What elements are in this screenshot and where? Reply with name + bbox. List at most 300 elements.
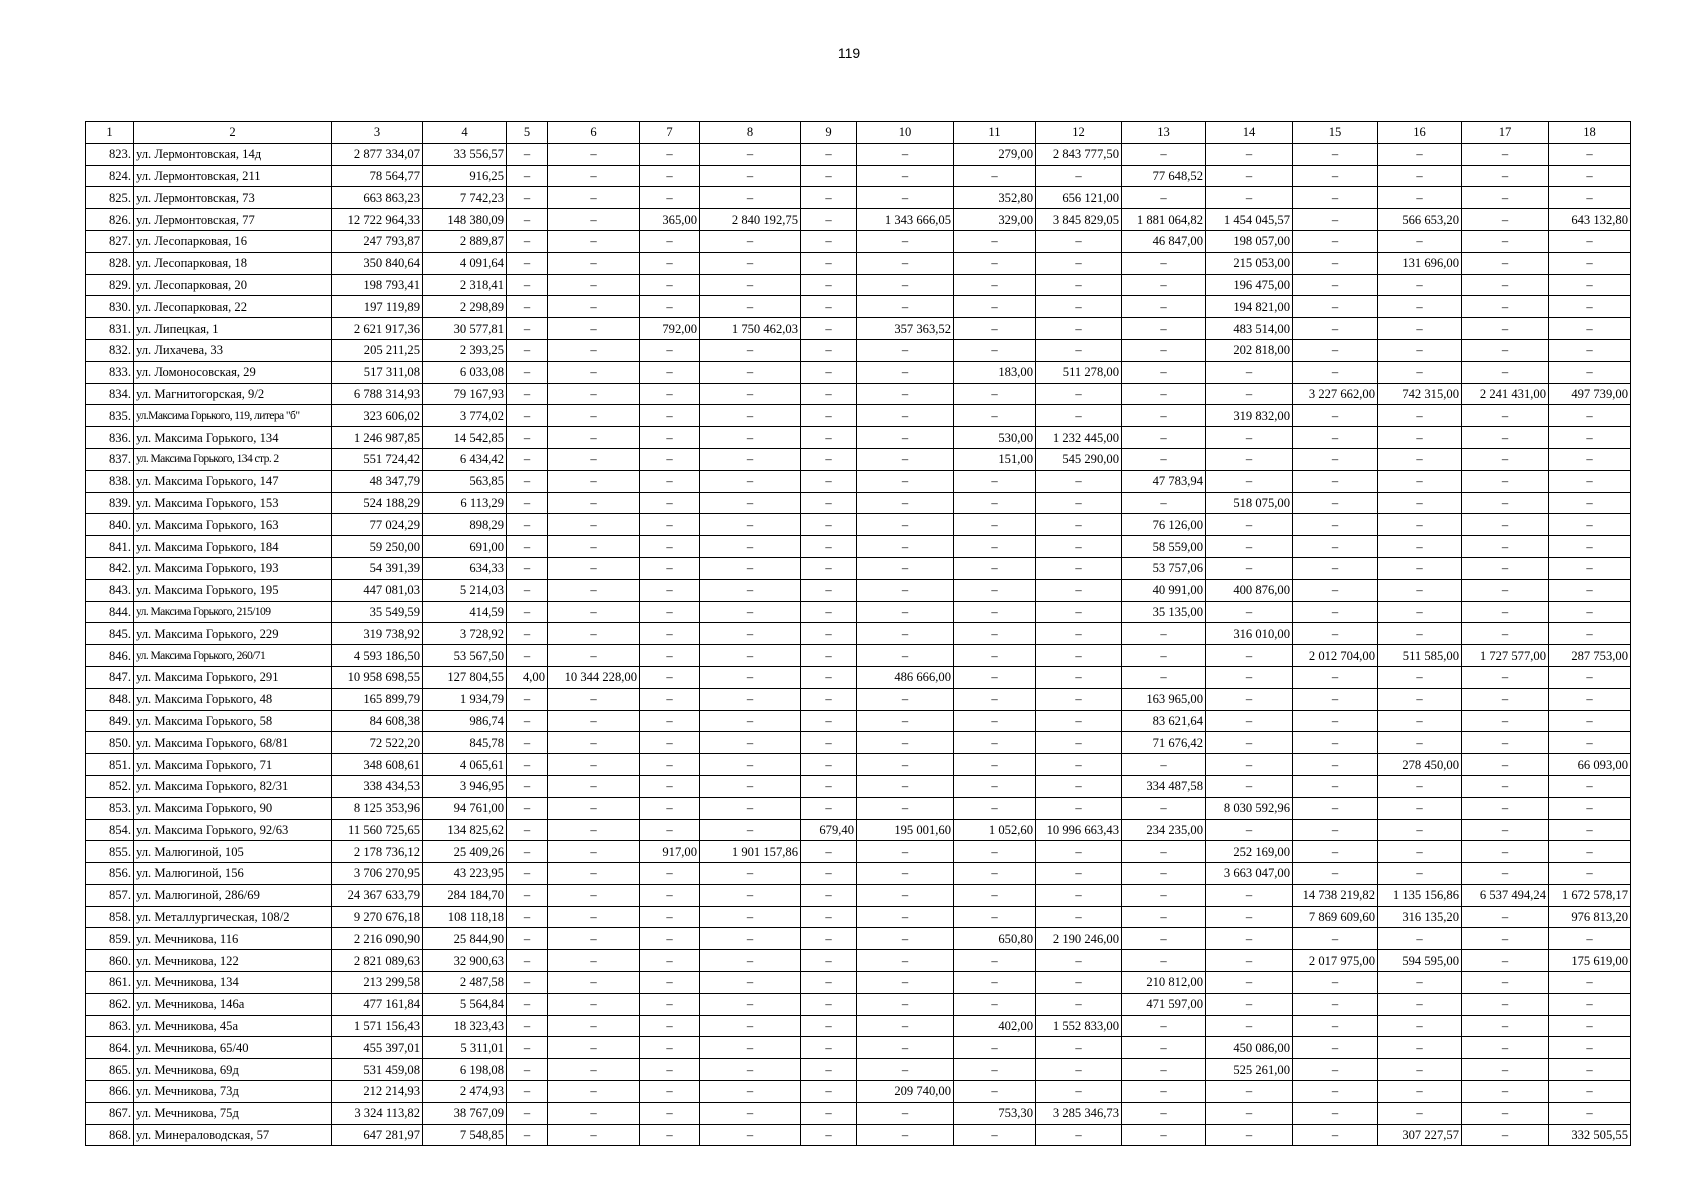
value-cell: – bbox=[1549, 993, 1631, 1015]
value-cell: – bbox=[507, 579, 548, 601]
value-cell: – bbox=[700, 645, 801, 667]
value-cell: – bbox=[640, 274, 700, 296]
value-cell: 287 753,00 bbox=[1549, 645, 1631, 667]
value-cell: – bbox=[1293, 819, 1378, 841]
value-cell: 450 086,00 bbox=[1206, 1037, 1293, 1059]
column-header-13: 13 bbox=[1122, 122, 1206, 144]
value-cell: 4 091,64 bbox=[423, 252, 507, 274]
value-cell: 566 653,20 bbox=[1378, 209, 1462, 231]
value-cell: 350 840,64 bbox=[332, 252, 423, 274]
value-cell: – bbox=[857, 448, 954, 470]
value-cell: – bbox=[1549, 557, 1631, 579]
value-cell: – bbox=[1206, 710, 1293, 732]
value-cell: – bbox=[801, 470, 857, 492]
value-cell: – bbox=[954, 645, 1036, 667]
value-cell: – bbox=[1122, 318, 1206, 340]
value-cell: – bbox=[1206, 666, 1293, 688]
value-cell: – bbox=[507, 993, 548, 1015]
value-cell: – bbox=[507, 143, 548, 165]
value-cell: – bbox=[1206, 688, 1293, 710]
value-cell: – bbox=[507, 928, 548, 950]
value-cell: – bbox=[640, 775, 700, 797]
value-cell: – bbox=[1206, 819, 1293, 841]
address-cell: ул. Мечникова, 45а bbox=[134, 1015, 332, 1037]
value-cell: 4,00 bbox=[507, 666, 548, 688]
value-cell: – bbox=[1206, 884, 1293, 906]
value-cell: – bbox=[640, 863, 700, 885]
value-cell: – bbox=[640, 514, 700, 536]
table-row bbox=[86, 972, 1631, 994]
value-cell: – bbox=[1206, 448, 1293, 470]
value-cell: – bbox=[548, 797, 640, 819]
value-cell: – bbox=[801, 688, 857, 710]
value-cell: – bbox=[954, 601, 1036, 623]
value-cell: 35 135,00 bbox=[1122, 601, 1206, 623]
value-cell: 1 232 445,00 bbox=[1036, 427, 1122, 449]
value-cell: – bbox=[954, 339, 1036, 361]
value-cell: – bbox=[801, 579, 857, 601]
value-cell: – bbox=[1462, 928, 1549, 950]
column-header-5: 5 bbox=[507, 122, 548, 144]
value-cell: 447 081,03 bbox=[332, 579, 423, 601]
value-cell: – bbox=[700, 383, 801, 405]
value-cell: – bbox=[1036, 950, 1122, 972]
value-cell: – bbox=[1036, 252, 1122, 274]
value-cell: – bbox=[1462, 143, 1549, 165]
value-cell: 3 285 346,73 bbox=[1036, 1102, 1122, 1124]
value-cell: – bbox=[507, 1015, 548, 1037]
value-cell: 455 397,01 bbox=[332, 1037, 423, 1059]
value-cell: 279,00 bbox=[954, 143, 1036, 165]
value-cell: – bbox=[548, 710, 640, 732]
value-cell: – bbox=[857, 884, 954, 906]
value-cell: 1 901 157,86 bbox=[700, 841, 801, 863]
value-cell: 679,40 bbox=[801, 819, 857, 841]
value-cell: – bbox=[801, 165, 857, 187]
value-cell: – bbox=[640, 492, 700, 514]
value-cell: – bbox=[507, 797, 548, 819]
value-cell: – bbox=[1293, 688, 1378, 710]
value-cell: – bbox=[1122, 863, 1206, 885]
value-cell: 10 996 663,43 bbox=[1036, 819, 1122, 841]
address-cell: ул. Максима Горького, 163 bbox=[134, 514, 332, 536]
value-cell: – bbox=[857, 1124, 954, 1146]
value-cell: – bbox=[640, 470, 700, 492]
value-cell: 12 722 964,33 bbox=[332, 209, 423, 231]
value-cell: – bbox=[640, 1081, 700, 1103]
value-cell: 1 135 156,86 bbox=[1378, 884, 1462, 906]
row-number: 831. bbox=[86, 318, 134, 340]
value-cell: – bbox=[1549, 732, 1631, 754]
value-cell: – bbox=[857, 775, 954, 797]
value-cell: 400 876,00 bbox=[1206, 579, 1293, 601]
value-cell: – bbox=[1293, 993, 1378, 1015]
value-cell: – bbox=[640, 884, 700, 906]
value-cell: – bbox=[801, 448, 857, 470]
value-cell: – bbox=[1462, 623, 1549, 645]
value-cell: – bbox=[1462, 492, 1549, 514]
value-cell: – bbox=[548, 1037, 640, 1059]
value-cell: 517 311,08 bbox=[332, 361, 423, 383]
value-cell: – bbox=[1293, 296, 1378, 318]
value-cell: – bbox=[1378, 318, 1462, 340]
value-cell: – bbox=[548, 928, 640, 950]
value-cell: – bbox=[640, 972, 700, 994]
value-cell: – bbox=[548, 732, 640, 754]
address-cell: ул. Мечникова, 73д bbox=[134, 1081, 332, 1103]
value-cell: 94 761,00 bbox=[423, 797, 507, 819]
value-cell: – bbox=[1378, 296, 1462, 318]
table-row bbox=[86, 187, 1631, 209]
value-cell: – bbox=[857, 710, 954, 732]
value-cell: – bbox=[801, 754, 857, 776]
value-cell: 54 391,39 bbox=[332, 557, 423, 579]
value-cell: 329,00 bbox=[954, 209, 1036, 231]
column-header-8: 8 bbox=[700, 122, 801, 144]
value-cell: – bbox=[548, 972, 640, 994]
value-cell: – bbox=[857, 230, 954, 252]
value-cell: – bbox=[801, 1059, 857, 1081]
value-cell: – bbox=[700, 274, 801, 296]
table-row bbox=[86, 1037, 1631, 1059]
value-cell: – bbox=[548, 601, 640, 623]
value-cell: – bbox=[640, 754, 700, 776]
value-cell: – bbox=[1549, 863, 1631, 885]
value-cell: – bbox=[1293, 754, 1378, 776]
value-cell: 792,00 bbox=[640, 318, 700, 340]
value-cell: – bbox=[1206, 645, 1293, 667]
value-cell: 545 290,00 bbox=[1036, 448, 1122, 470]
value-cell: – bbox=[1378, 928, 1462, 950]
value-cell: – bbox=[640, 1015, 700, 1037]
value-cell: – bbox=[1293, 1124, 1378, 1146]
value-cell: – bbox=[700, 448, 801, 470]
value-cell: 209 740,00 bbox=[857, 1081, 954, 1103]
value-cell: – bbox=[954, 1124, 1036, 1146]
value-cell: – bbox=[1462, 710, 1549, 732]
value-cell: – bbox=[1206, 950, 1293, 972]
value-cell: – bbox=[1036, 318, 1122, 340]
value-cell: – bbox=[954, 274, 1036, 296]
value-cell: – bbox=[507, 165, 548, 187]
value-cell: – bbox=[548, 754, 640, 776]
value-cell: – bbox=[548, 383, 640, 405]
row-number: 857. bbox=[86, 884, 134, 906]
column-header-6: 6 bbox=[548, 122, 640, 144]
value-cell: 252 169,00 bbox=[1206, 841, 1293, 863]
value-cell: – bbox=[507, 1124, 548, 1146]
value-cell: – bbox=[640, 710, 700, 732]
value-cell: – bbox=[954, 688, 1036, 710]
table-row bbox=[86, 928, 1631, 950]
value-cell: – bbox=[1378, 732, 1462, 754]
value-cell: – bbox=[801, 863, 857, 885]
table-row bbox=[86, 797, 1631, 819]
value-cell: – bbox=[1462, 993, 1549, 1015]
value-cell: – bbox=[1293, 1037, 1378, 1059]
value-cell: – bbox=[548, 536, 640, 558]
value-cell: – bbox=[1549, 775, 1631, 797]
value-cell: – bbox=[1122, 274, 1206, 296]
value-cell: 1 246 987,85 bbox=[332, 427, 423, 449]
value-cell: – bbox=[548, 318, 640, 340]
value-cell: – bbox=[640, 906, 700, 928]
value-cell: 483 514,00 bbox=[1206, 318, 1293, 340]
row-number: 863. bbox=[86, 1015, 134, 1037]
value-cell: – bbox=[801, 797, 857, 819]
value-cell: – bbox=[1036, 579, 1122, 601]
value-cell: 2 821 089,63 bbox=[332, 950, 423, 972]
value-cell: – bbox=[857, 688, 954, 710]
value-cell: 307 227,57 bbox=[1378, 1124, 1462, 1146]
row-number: 826. bbox=[86, 209, 134, 231]
value-cell: 402,00 bbox=[954, 1015, 1036, 1037]
value-cell: – bbox=[1462, 339, 1549, 361]
value-cell: 134 825,62 bbox=[423, 819, 507, 841]
table-row bbox=[86, 732, 1631, 754]
value-cell: – bbox=[548, 623, 640, 645]
value-cell: – bbox=[801, 884, 857, 906]
value-cell: – bbox=[507, 361, 548, 383]
table-row bbox=[86, 536, 1631, 558]
value-cell: 634,33 bbox=[423, 557, 507, 579]
value-cell: – bbox=[1036, 383, 1122, 405]
value-cell: – bbox=[857, 623, 954, 645]
row-number: 862. bbox=[86, 993, 134, 1015]
value-cell: 986,74 bbox=[423, 710, 507, 732]
value-cell: 365,00 bbox=[640, 209, 700, 231]
value-cell: – bbox=[700, 972, 801, 994]
value-cell: – bbox=[1462, 863, 1549, 885]
value-cell: 247 793,87 bbox=[332, 230, 423, 252]
value-cell: 46 847,00 bbox=[1122, 230, 1206, 252]
table-row bbox=[86, 1059, 1631, 1081]
value-cell: 357 363,52 bbox=[857, 318, 954, 340]
value-cell: – bbox=[1206, 1102, 1293, 1124]
value-cell: – bbox=[1293, 209, 1378, 231]
value-cell: – bbox=[1122, 1015, 1206, 1037]
value-cell: – bbox=[507, 339, 548, 361]
value-cell: – bbox=[1549, 819, 1631, 841]
value-cell: – bbox=[1462, 579, 1549, 601]
value-cell: 3 728,92 bbox=[423, 623, 507, 645]
value-cell: – bbox=[548, 906, 640, 928]
value-cell: – bbox=[1206, 928, 1293, 950]
value-cell: – bbox=[1462, 1124, 1549, 1146]
value-cell: 643 132,80 bbox=[1549, 209, 1631, 231]
value-cell: – bbox=[857, 536, 954, 558]
row-number: 861. bbox=[86, 972, 134, 994]
table-row bbox=[86, 274, 1631, 296]
value-cell: – bbox=[857, 383, 954, 405]
value-cell: 916,25 bbox=[423, 165, 507, 187]
address-cell: ул. Малюгиной, 105 bbox=[134, 841, 332, 863]
table-row bbox=[86, 557, 1631, 579]
table-row bbox=[86, 209, 1631, 231]
header-row bbox=[86, 122, 1631, 144]
value-cell: – bbox=[1378, 797, 1462, 819]
value-cell: – bbox=[548, 884, 640, 906]
value-cell: – bbox=[1378, 1015, 1462, 1037]
value-cell: 25 844,90 bbox=[423, 928, 507, 950]
value-cell: – bbox=[801, 143, 857, 165]
value-cell: – bbox=[548, 165, 640, 187]
value-cell: – bbox=[1206, 972, 1293, 994]
value-cell: – bbox=[1462, 972, 1549, 994]
value-cell: – bbox=[1293, 492, 1378, 514]
value-cell: 78 564,77 bbox=[332, 165, 423, 187]
value-cell: 3 227 662,00 bbox=[1293, 383, 1378, 405]
address-cell: ул. Мечникова, 65/40 bbox=[134, 1037, 332, 1059]
value-cell: – bbox=[857, 339, 954, 361]
value-cell: – bbox=[1549, 470, 1631, 492]
column-header-16: 16 bbox=[1378, 122, 1462, 144]
address-cell: ул. Максима Горького, 193 bbox=[134, 557, 332, 579]
value-cell: – bbox=[857, 950, 954, 972]
row-number: 866. bbox=[86, 1081, 134, 1103]
value-cell: – bbox=[1462, 1037, 1549, 1059]
table-row bbox=[86, 863, 1631, 885]
value-cell: – bbox=[1293, 361, 1378, 383]
value-cell: – bbox=[1378, 536, 1462, 558]
row-number: 828. bbox=[86, 252, 134, 274]
value-cell: – bbox=[1293, 339, 1378, 361]
value-cell: – bbox=[801, 318, 857, 340]
value-cell: – bbox=[640, 536, 700, 558]
value-cell: – bbox=[548, 187, 640, 209]
value-cell: 76 126,00 bbox=[1122, 514, 1206, 536]
value-cell: – bbox=[1036, 775, 1122, 797]
table-row bbox=[86, 318, 1631, 340]
value-cell: – bbox=[1462, 536, 1549, 558]
value-cell: – bbox=[1036, 339, 1122, 361]
value-cell: – bbox=[1036, 470, 1122, 492]
value-cell: 348 608,61 bbox=[332, 754, 423, 776]
value-cell: – bbox=[640, 732, 700, 754]
row-number: 837. bbox=[86, 448, 134, 470]
value-cell: – bbox=[1549, 1081, 1631, 1103]
table-row bbox=[86, 841, 1631, 863]
value-cell: – bbox=[1122, 427, 1206, 449]
value-cell: 8 030 592,96 bbox=[1206, 797, 1293, 819]
value-cell: – bbox=[1549, 274, 1631, 296]
value-cell: – bbox=[801, 841, 857, 863]
value-cell: – bbox=[507, 754, 548, 776]
value-cell: – bbox=[857, 645, 954, 667]
value-cell: – bbox=[801, 906, 857, 928]
value-cell: – bbox=[801, 623, 857, 645]
value-cell: – bbox=[857, 1015, 954, 1037]
value-cell: 148 380,09 bbox=[423, 209, 507, 231]
value-cell: – bbox=[1206, 143, 1293, 165]
value-cell: 84 608,38 bbox=[332, 710, 423, 732]
column-header-14: 14 bbox=[1206, 122, 1293, 144]
table-row bbox=[86, 252, 1631, 274]
value-cell: – bbox=[507, 950, 548, 972]
value-cell: – bbox=[548, 579, 640, 601]
address-cell: ул. Мечникова, 116 bbox=[134, 928, 332, 950]
value-cell: – bbox=[954, 993, 1036, 1015]
address-cell: ул. Максима Горького, 260/71 bbox=[134, 645, 332, 667]
value-cell: – bbox=[801, 296, 857, 318]
value-cell: 2 877 334,07 bbox=[332, 143, 423, 165]
value-cell: – bbox=[1549, 928, 1631, 950]
value-cell: 319 832,00 bbox=[1206, 405, 1293, 427]
value-cell: 1 454 045,57 bbox=[1206, 209, 1293, 231]
value-cell: – bbox=[954, 536, 1036, 558]
value-cell: – bbox=[857, 1102, 954, 1124]
value-cell: 53 757,06 bbox=[1122, 557, 1206, 579]
value-cell: – bbox=[507, 427, 548, 449]
value-cell: – bbox=[1549, 492, 1631, 514]
value-cell: – bbox=[801, 274, 857, 296]
column-header-4: 4 bbox=[423, 122, 507, 144]
value-cell: – bbox=[507, 405, 548, 427]
value-cell: – bbox=[1122, 383, 1206, 405]
value-cell: – bbox=[1462, 1059, 1549, 1081]
value-cell: – bbox=[1462, 448, 1549, 470]
row-number: 843. bbox=[86, 579, 134, 601]
value-cell: – bbox=[954, 557, 1036, 579]
value-cell: 3 946,95 bbox=[423, 775, 507, 797]
value-cell: 2 487,58 bbox=[423, 972, 507, 994]
value-cell: – bbox=[640, 1124, 700, 1146]
value-cell: – bbox=[640, 1102, 700, 1124]
value-cell: 10 958 698,55 bbox=[332, 666, 423, 688]
value-cell: – bbox=[507, 884, 548, 906]
table-row bbox=[86, 623, 1631, 645]
value-cell: – bbox=[954, 492, 1036, 514]
value-cell: – bbox=[640, 797, 700, 819]
value-cell: – bbox=[548, 143, 640, 165]
value-cell: – bbox=[1122, 645, 1206, 667]
value-cell: – bbox=[857, 928, 954, 950]
value-cell: – bbox=[1549, 666, 1631, 688]
value-cell: – bbox=[954, 579, 1036, 601]
value-cell: – bbox=[1462, 797, 1549, 819]
column-header-15: 15 bbox=[1293, 122, 1378, 144]
value-cell: 38 767,09 bbox=[423, 1102, 507, 1124]
value-cell: – bbox=[1122, 797, 1206, 819]
value-cell: – bbox=[640, 1059, 700, 1081]
value-cell: – bbox=[1206, 1081, 1293, 1103]
value-cell: – bbox=[801, 427, 857, 449]
value-cell: 5 564,84 bbox=[423, 993, 507, 1015]
value-cell: 7 869 609,60 bbox=[1293, 906, 1378, 928]
value-cell: – bbox=[801, 361, 857, 383]
address-cell: ул. Лесопарковая, 18 bbox=[134, 252, 332, 274]
value-cell: – bbox=[1206, 557, 1293, 579]
value-cell: – bbox=[548, 230, 640, 252]
value-cell: 319 738,92 bbox=[332, 623, 423, 645]
table-row bbox=[86, 775, 1631, 797]
value-cell: – bbox=[1036, 841, 1122, 863]
value-cell: – bbox=[700, 775, 801, 797]
value-cell: – bbox=[801, 950, 857, 972]
value-cell: – bbox=[700, 819, 801, 841]
value-cell: 11 560 725,65 bbox=[332, 819, 423, 841]
value-cell: – bbox=[1549, 1059, 1631, 1081]
value-cell: – bbox=[857, 732, 954, 754]
value-cell: 511 278,00 bbox=[1036, 361, 1122, 383]
value-cell: – bbox=[507, 645, 548, 667]
value-cell: 352,80 bbox=[954, 187, 1036, 209]
value-cell: – bbox=[640, 405, 700, 427]
value-cell: – bbox=[954, 710, 1036, 732]
value-cell: – bbox=[1206, 187, 1293, 209]
value-cell: 6 033,08 bbox=[423, 361, 507, 383]
address-cell: ул. Магнитогорская, 9/2 bbox=[134, 383, 332, 405]
